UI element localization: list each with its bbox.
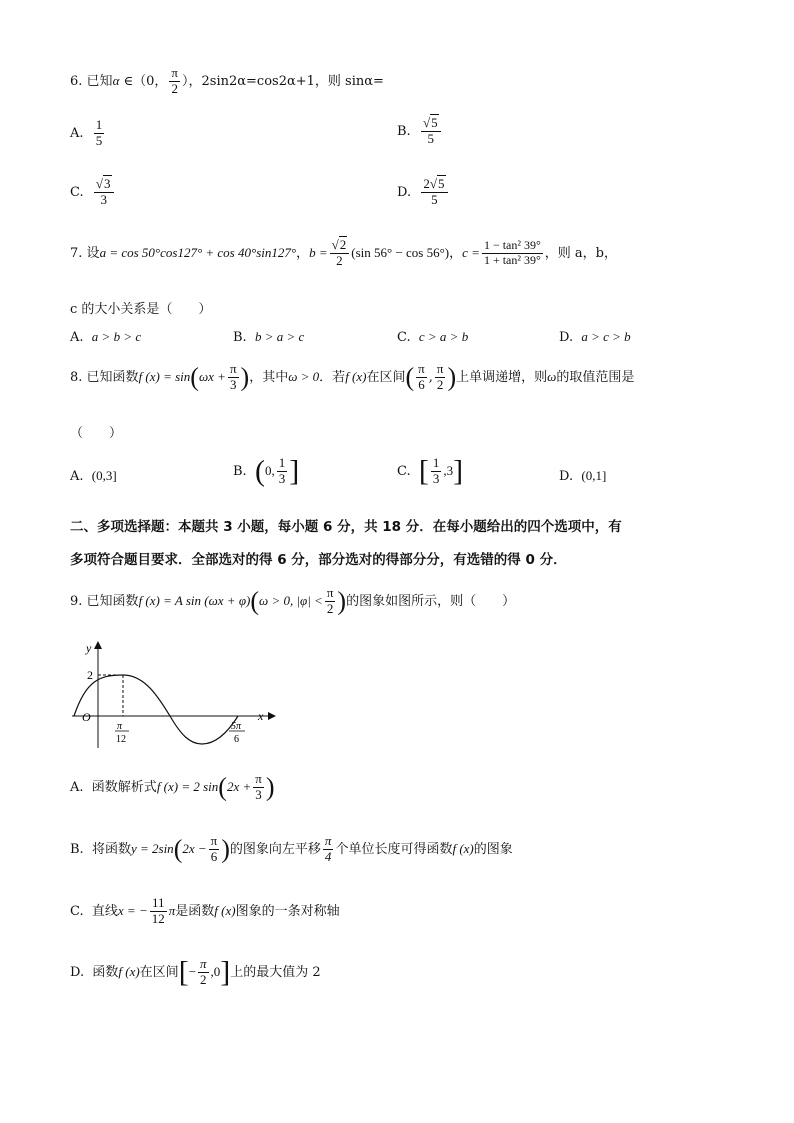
q7-option-d: D. a > c > b <box>559 329 631 345</box>
q8-option-b: B. (0, $\frac{1}{3}$ ] <box>233 454 300 488</box>
q7-line2: c 的大小关系是（ ） <box>70 302 212 317</box>
q9-option-c: C. 直线x = − $\frac{11}{12}$ π是函数f (x)图象的一条对称轴 <box>70 895 340 926</box>
section2-line1: 二、多项选择题：本题共 3 小题，每小题 6 分，共 18 分．在每小题给出的四个选项中，有 <box>70 519 622 535</box>
q7-stem: 7. 设a = cos 50°cos127° + cos 40°sin127°，b = $\frac{√2}{2}$ (sin 56° − cos 56°)，c = $\frac{\text{1 − tan² 39°}}{\text{1 + tan² 39°}}$ ，则 a，b， <box>70 237 617 268</box>
q8-option-c: C. [ $\frac{1}{3}$ ,3] <box>397 454 464 488</box>
q7-option-b: B. b > a > c <box>233 329 305 345</box>
x-tick-pi-12 <box>115 721 129 745</box>
q6-option-d: D. $\frac{2√5}{5}$ <box>397 177 450 208</box>
x-axis-arrow <box>268 712 276 720</box>
x-axis-label: x <box>258 709 264 723</box>
q6-option-c: C. $\frac{√3}{3}$ <box>70 177 116 208</box>
q6-stem: 6. 已知α ∈（0， $\frac{\pi}{2}$ ），2sin2α=cos2α+1，则 sinα= <box>70 65 384 96</box>
q9-graph <box>68 640 278 760</box>
q8-stem: 8. 已知函数f (x) = sin(ωx + $\frac{\pi}{3}$ )，其中ω > 0．若f (x)在区间( $\frac{\pi}{6}$ , $\frac{\pi}{2}$ )上单调递增，则ω的取值范围是 <box>70 361 635 392</box>
q9-option-d: D. 函数f (x)在区间[− $\frac{\pi}{2}$ ,0]上的最大值为 2 <box>70 955 321 989</box>
q8-option-a: A. (0,3] <box>70 468 117 484</box>
y-axis-arrow <box>94 641 102 649</box>
q9-stem: 9. 已知函数f (x) = A sin (ωx + φ)(ω > 0, |φ| < $\frac{\pi}{2}$ )的图象如图所示，则（ ） <box>70 585 516 616</box>
origin-label: O <box>82 710 91 724</box>
x-tick-5pi-6 <box>229 721 245 745</box>
y-tick-2: 2 <box>87 668 93 682</box>
section2-line2: 多项符合题目要求．全部选对的得 6 分，部分选对的得部分分，有选错的得 0 分． <box>70 552 567 568</box>
q7-option-a: A. a > b > c <box>70 329 142 345</box>
svg-text:12: 12 <box>116 734 126 745</box>
sine-curve <box>74 675 238 744</box>
q6-option-a: A. $\frac{1}{5}$ <box>70 117 103 148</box>
q9-option-b: B. 将函数y = 2sin(2x − $\frac{\pi}{6}$ )的图象向左平移 $\frac{\pi}{4}$ 个单位长度可得函数f (x)的图象 <box>70 833 513 864</box>
q8-option-d: D. (0,1] <box>559 468 607 484</box>
y-axis-label: y <box>86 641 92 655</box>
q6-fraction: $\frac{\pi}{2}$ <box>171 65 178 96</box>
q6-option-b: B. $\frac{√5}{5}$ <box>397 116 443 147</box>
svg-text:π: π <box>117 721 123 732</box>
svg-text:6: 6 <box>234 734 239 745</box>
q8-line2: （ ） <box>70 426 123 441</box>
svg-text:5π: 5π <box>231 721 242 732</box>
q9-option-a: A. 函数解析式f (x) = 2 sin(2x + $\frac{\pi}{3}$ ) <box>70 771 275 802</box>
q6-number: 6. <box>70 73 83 89</box>
q7-option-c: C. c > a > b <box>397 329 469 345</box>
